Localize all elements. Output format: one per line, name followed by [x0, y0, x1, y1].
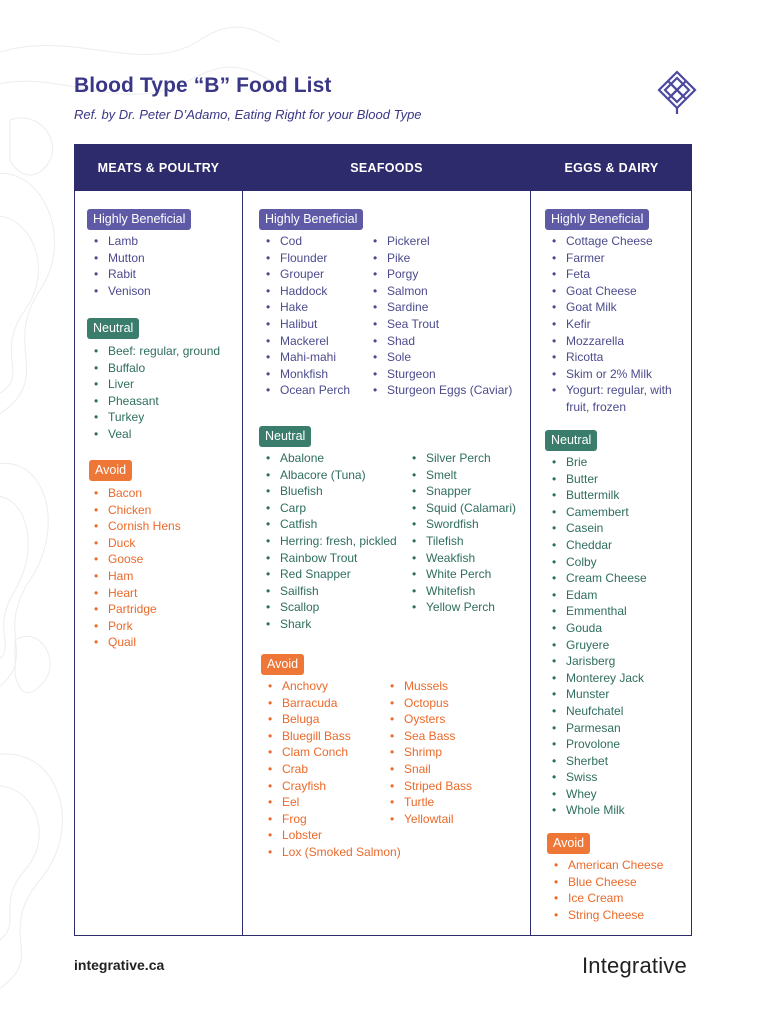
dairy-avoid-badge: Avoid	[547, 833, 590, 854]
list-item: • Grouper	[263, 266, 350, 283]
column-divider	[530, 145, 531, 935]
list-item: • Venison	[91, 283, 151, 300]
list-item: • Lobster	[265, 827, 401, 844]
list-item: • Buffalo	[91, 360, 220, 377]
list-item: • Frog	[265, 811, 401, 828]
list-item: • Munster	[549, 686, 647, 703]
list-item: • Quail	[91, 634, 181, 651]
list-item: • Partridge	[91, 601, 181, 618]
list-item: • Swiss	[549, 769, 647, 786]
list-item: • Buttermilk	[549, 487, 647, 504]
list-item: • Jarisberg	[549, 653, 647, 670]
list-item: • Lamb	[91, 233, 151, 250]
seafoods-avoid-badge: Avoid	[261, 654, 304, 675]
page-subtitle: Ref. by Dr. Peter D’Adamo, Eating Right for your Blood Type	[74, 107, 422, 122]
seafoods-highly-beneficial-list-b	[370, 233, 512, 399]
list-item: • Eel	[265, 794, 401, 811]
list-item: • Whole Milk	[549, 802, 647, 819]
list-item: • Sturgeon Eggs (Caviar)	[370, 382, 512, 399]
list-item: • Sturgeon	[370, 366, 512, 383]
page-title: Blood Type “B” Food List	[74, 74, 332, 97]
list-item: • Sea Trout	[370, 316, 512, 333]
list-item: • Mussels	[387, 678, 472, 695]
list-item: • Cornish Hens	[91, 518, 181, 535]
list-item: • Smelt	[409, 467, 516, 484]
meats-highly-beneficial-badge: Highly Beneficial	[87, 209, 191, 230]
list-item: • Sherbet	[549, 753, 647, 770]
list-item: • Carp	[263, 500, 397, 517]
list-item: • Lox (Smoked Salmon)	[265, 844, 401, 861]
list-item: • Striped Bass	[387, 778, 472, 795]
list-item: • Parmesan	[549, 720, 647, 737]
list-item: • Ham	[91, 568, 181, 585]
list-item: • Sardine	[370, 299, 512, 316]
list-item: • Mutton	[91, 250, 151, 267]
meats-neutral-list	[91, 343, 220, 443]
list-item: • Whey	[549, 786, 647, 803]
list-item: • Weakfish	[409, 550, 516, 567]
dairy-neutral-list	[549, 454, 647, 819]
list-item: • Pheasant	[91, 393, 220, 410]
column-divider	[242, 145, 243, 935]
list-item: • Goat Cheese	[549, 283, 687, 300]
list-item: • Beef: regular, ground	[91, 343, 220, 360]
list-item: • Abalone	[263, 450, 397, 467]
list-item: • Butter	[549, 471, 647, 488]
seafoods-avoid-list-b	[387, 678, 472, 827]
integrative-knot-logo	[657, 70, 697, 116]
food-table	[74, 144, 692, 936]
list-item: • Pike	[370, 250, 512, 267]
list-item: • String Cheese	[551, 907, 663, 924]
list-item: • Ricotta	[549, 349, 687, 366]
list-item: • Shark	[263, 616, 397, 633]
list-item: • Sailfish	[263, 583, 397, 600]
list-item: • Cheddar	[549, 537, 647, 554]
list-item: • Snapper	[409, 483, 516, 500]
seafoods-neutral-badge: Neutral	[259, 426, 311, 447]
list-item: • Anchovy	[265, 678, 401, 695]
dairy-highly-beneficial-badge: Highly Beneficial	[545, 209, 649, 230]
list-item: • American Cheese	[551, 857, 663, 874]
list-item: • Halibut	[263, 316, 350, 333]
list-item: • Yellowtail	[387, 811, 472, 828]
list-item: • Pickerel	[370, 233, 512, 250]
table-header	[75, 145, 691, 191]
list-item: • Scallop	[263, 599, 397, 616]
list-item: • Bluegill Bass	[265, 728, 401, 745]
meats-avoid-list	[91, 485, 181, 651]
list-item: • Feta	[549, 266, 687, 283]
dairy-neutral-badge: Neutral	[545, 430, 597, 451]
list-item: • Shad	[370, 333, 512, 350]
list-item: • Mozzarella	[549, 333, 687, 350]
list-item: • Gruyere	[549, 637, 647, 654]
list-item: • Crayfish	[265, 778, 401, 795]
list-item: • Rainbow Trout	[263, 550, 397, 567]
list-item: • Flounder	[263, 250, 350, 267]
list-item: • Edam	[549, 587, 647, 604]
seafoods-avoid-list-a	[265, 678, 401, 861]
list-item: • Goose	[91, 551, 181, 568]
list-item: • Provolone	[549, 736, 647, 753]
list-item: • Catfish	[263, 516, 397, 533]
list-item: • Gouda	[549, 620, 647, 637]
list-item: • Cottage Cheese	[549, 233, 687, 250]
list-item: • Snail	[387, 761, 472, 778]
list-item: • Camembert	[549, 504, 647, 521]
seafoods-neutral-list-b	[409, 450, 516, 616]
list-item: • Veal	[91, 426, 220, 443]
list-item: • Heart	[91, 585, 181, 602]
list-item: • Whitefish	[409, 583, 516, 600]
dairy-avoid-list	[551, 857, 663, 923]
footer-brand-wordmark: Integrative	[582, 953, 687, 978]
list-item: • Duck	[91, 535, 181, 552]
list-item: • Bacon	[91, 485, 181, 502]
list-item: • Yogurt: regular, with fruit, frozen	[549, 382, 687, 415]
footer-url: integrative.ca	[74, 957, 165, 973]
list-item: • Turtle	[387, 794, 472, 811]
column-heading-seafoods: SEAFOODS	[350, 161, 423, 175]
list-item: • Pork	[91, 618, 181, 635]
list-item: • Kefir	[549, 316, 687, 333]
list-item: • Brie	[549, 454, 647, 471]
seafoods-highly-beneficial-list-a	[263, 233, 350, 399]
dairy-highly-beneficial-list	[549, 233, 687, 415]
list-item: • Monterey Jack	[549, 670, 647, 687]
list-item: • Barracuda	[265, 695, 401, 712]
list-item: • Silver Perch	[409, 450, 516, 467]
seafoods-neutral-list-a	[263, 450, 397, 633]
list-item: • Salmon	[370, 283, 512, 300]
list-item: • Liver	[91, 376, 220, 393]
list-item: • Skim or 2% Milk	[549, 366, 687, 383]
list-item: • Swordfish	[409, 516, 516, 533]
list-item: • Ice Cream	[551, 890, 663, 907]
list-item: • Hake	[263, 299, 350, 316]
list-item: • Porgy	[370, 266, 512, 283]
list-item: • Cream Cheese	[549, 570, 647, 587]
list-item: • Oysters	[387, 711, 472, 728]
list-item: • Yellow Perch	[409, 599, 516, 616]
list-item: • Monkfish	[263, 366, 350, 383]
list-item: • Mahi-mahi	[263, 349, 350, 366]
list-item: • Sole	[370, 349, 512, 366]
list-item: • Casein	[549, 520, 647, 537]
list-item: • White Perch	[409, 566, 516, 583]
list-item: • Emmenthal	[549, 603, 647, 620]
list-item: • Crab	[265, 761, 401, 778]
column-heading-meats: MEATS & POULTRY	[97, 161, 220, 175]
list-item: • Colby	[549, 554, 647, 571]
list-item: • Octopus	[387, 695, 472, 712]
seafoods-highly-beneficial-badge: Highly Beneficial	[259, 209, 363, 230]
list-item: • Squid (Calamari)	[409, 500, 516, 517]
list-item: • Haddock	[263, 283, 350, 300]
list-item: • Rabit	[91, 266, 151, 283]
meats-highly-beneficial-list	[91, 233, 151, 299]
list-item: • Ocean Perch	[263, 382, 350, 399]
meats-avoid-badge: Avoid	[89, 460, 132, 481]
list-item: • Herring: fresh, pickled	[263, 533, 397, 550]
list-item: • Cod	[263, 233, 350, 250]
list-item: • Neufchatel	[549, 703, 647, 720]
list-item: • Turkey	[91, 409, 220, 426]
meats-neutral-badge: Neutral	[87, 318, 139, 339]
list-item: • Sea Bass	[387, 728, 472, 745]
list-item: • Bluefish	[263, 483, 397, 500]
list-item: • Blue Cheese	[551, 874, 663, 891]
list-item: • Farmer	[549, 250, 687, 267]
column-heading-dairy: EGGS & DAIRY	[564, 161, 659, 175]
list-item: • Red Snapper	[263, 566, 397, 583]
list-item: • Albacore (Tuna)	[263, 467, 397, 484]
list-item: • Beluga	[265, 711, 401, 728]
list-item: • Tilefish	[409, 533, 516, 550]
list-item: • Goat Milk	[549, 299, 687, 316]
list-item: • Clam Conch	[265, 744, 401, 761]
list-item: • Mackerel	[263, 333, 350, 350]
list-item: • Chicken	[91, 502, 181, 519]
list-item: • Shrimp	[387, 744, 472, 761]
